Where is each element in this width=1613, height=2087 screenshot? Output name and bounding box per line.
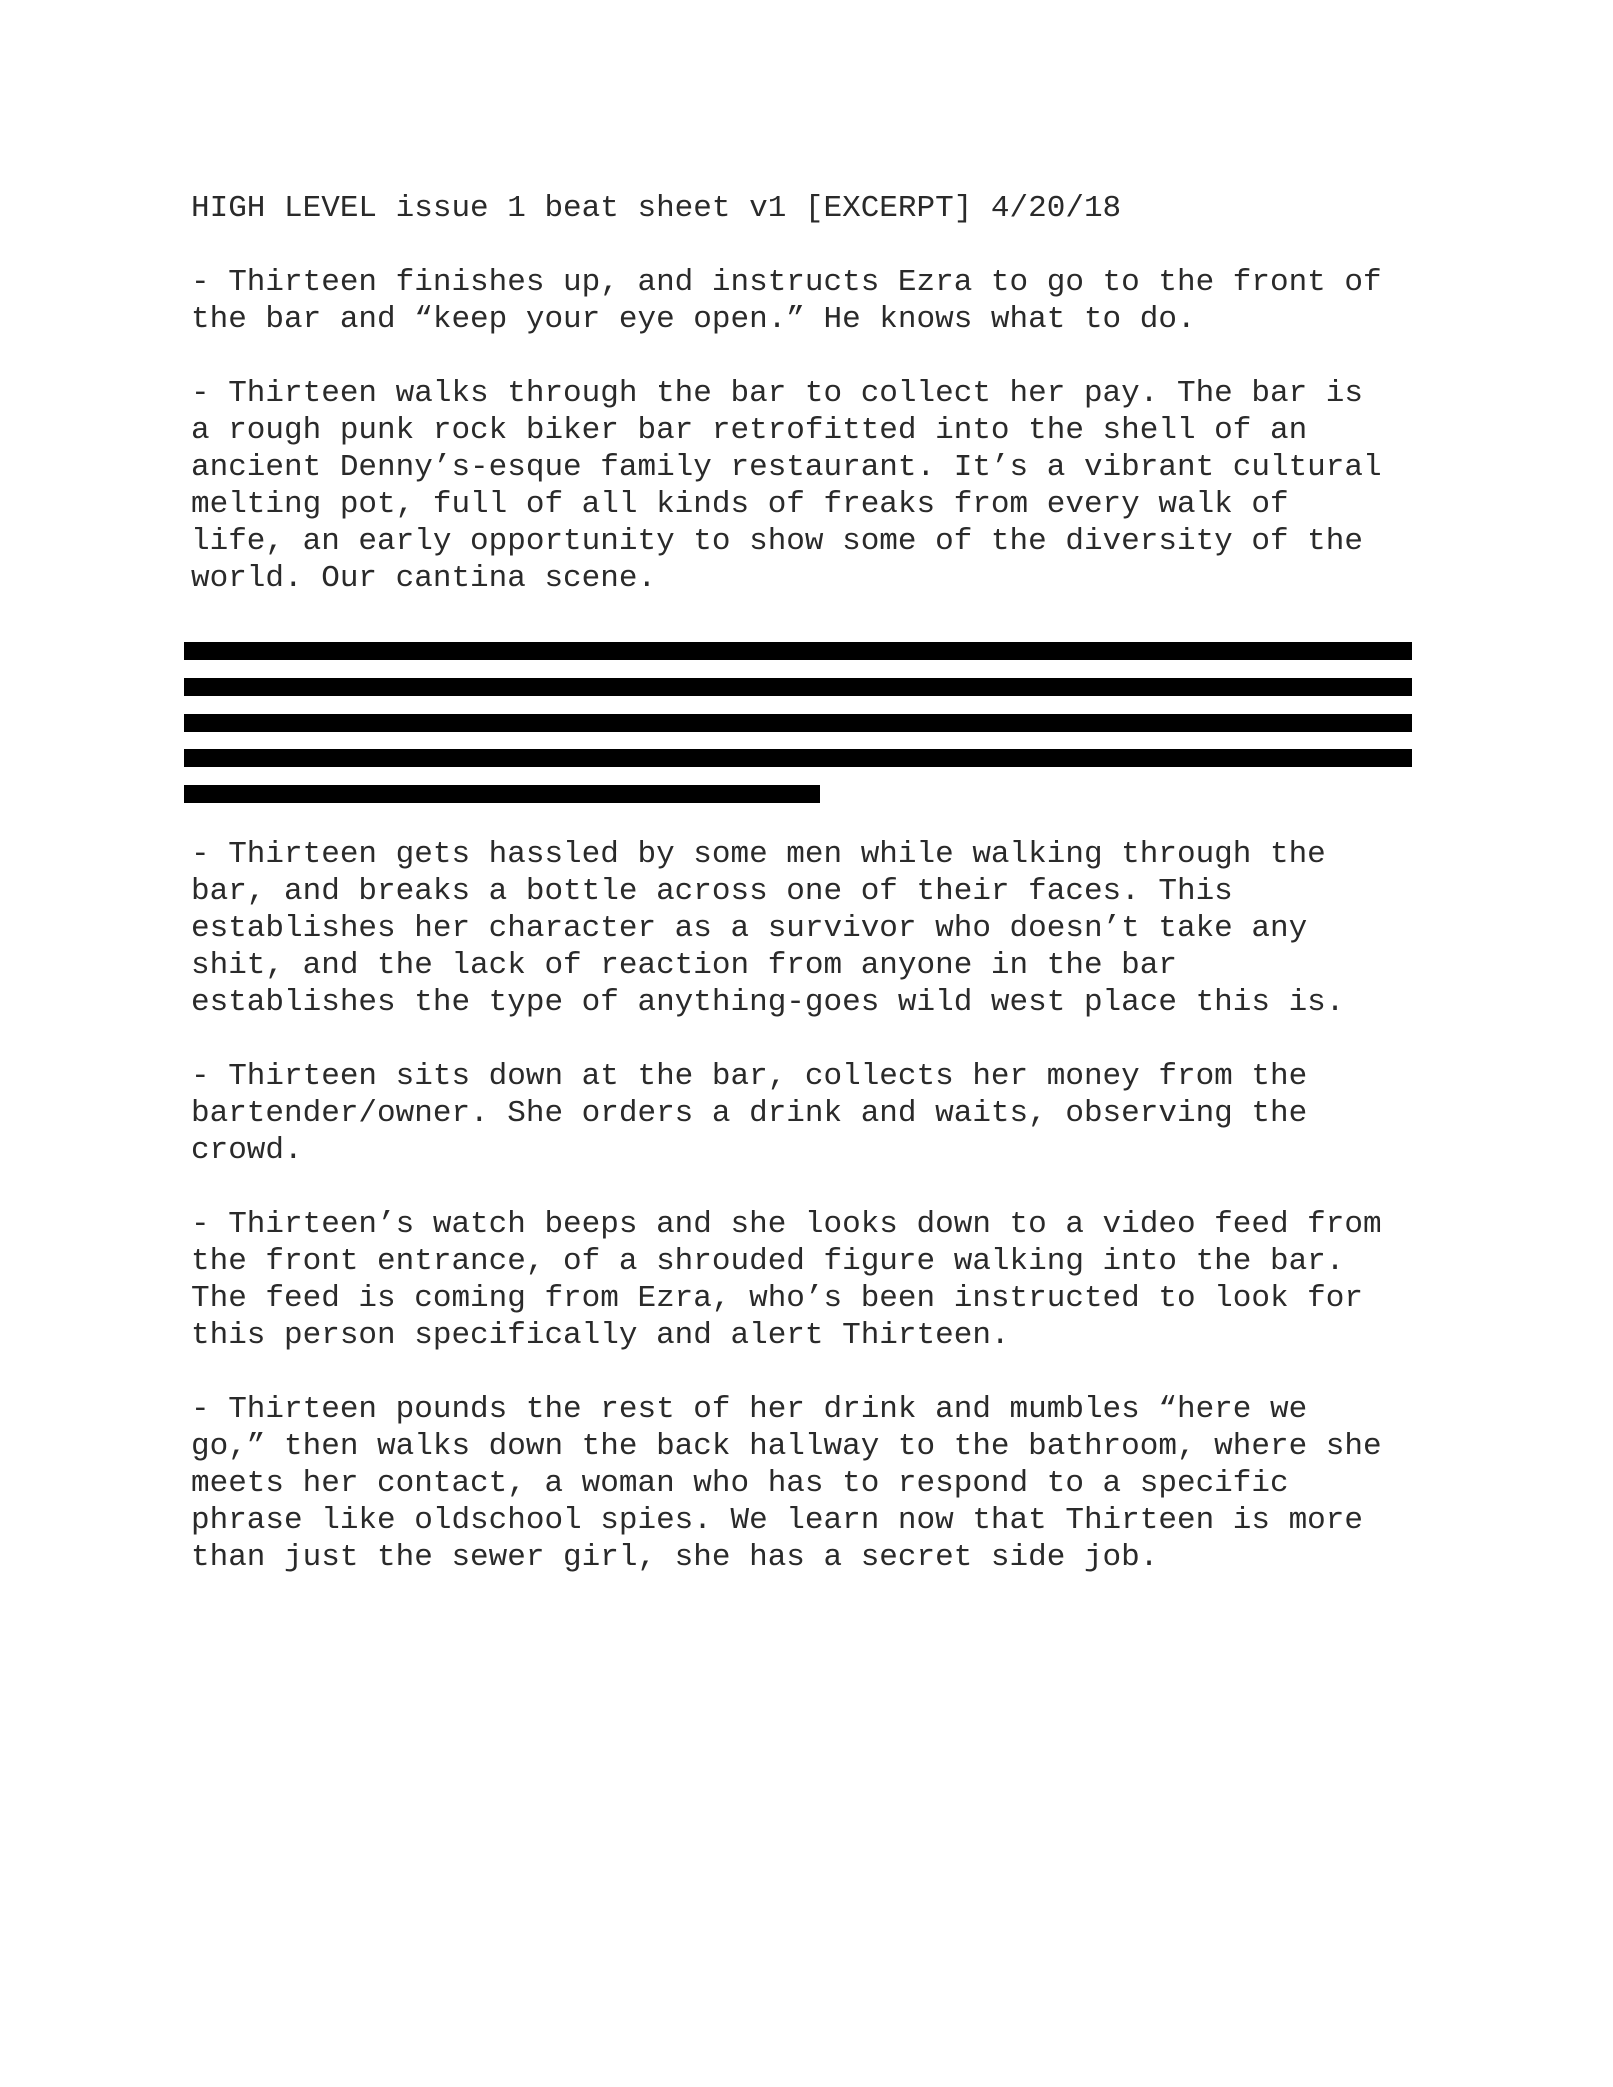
beat-paragraph-2: - Thirteen walks through the bar to collect her pay. The bar is a rough punk rock biker bar retrofitted into the shell of an ancient Denny’s-esque family restaurant. It’s a vibrant cultural melting pot, full of all kinds of freaks from every walk of life, an early opportunity to show some of the diversity of the world. Our cantina scene. xyxy=(191,376,1382,596)
beat-paragraph-3: - Thirteen gets hassled by some men while walking through the bar, and breaks a bottle across one of their faces. This establishes her character as a survivor who doesn’t take any shit, and the lack of reaction from anyone in the bar establishes the type of anything-goes wild west place this is. xyxy=(191,837,1345,1020)
redaction-bar xyxy=(184,749,1412,767)
redaction-bar xyxy=(184,678,1412,696)
document-title: HIGH LEVEL issue 1 beat sheet v1 [EXCERPT] 4/20/18 xyxy=(191,191,1122,226)
beat-paragraph-5: - Thirteen’s watch beeps and she looks down to a video feed from the front entrance, of a shrouded figure walking into the bar. The feed is coming from Ezra, who’s been instructed to look for this person specifically and alert Thirteen. xyxy=(191,1207,1382,1353)
beat-paragraph-6: - Thirteen pounds the rest of her drink and mumbles “here we go,” then walks down the back hallway to the bathroom, where she meets her contact, a woman who has to respond to a specific phrase like oldschool spies. We learn now that Thirteen is more than just the sewer girl, she has a secret side job. xyxy=(191,1392,1382,1575)
redaction-bar xyxy=(184,785,820,803)
redacted-block xyxy=(191,634,1431,799)
redaction-bar xyxy=(184,642,1412,660)
beat-paragraph-4: - Thirteen sits down at the bar, collects her money from the bartender/owner. She orders a drink and waits, observing the crowd. xyxy=(191,1059,1308,1168)
redaction-bar xyxy=(184,714,1412,732)
document-body xyxy=(191,190,1431,1576)
beat-paragraph-1: - Thirteen finishes up, and instructs Ezra to go to the front of the bar and “keep your eye open.” He knows what to do. xyxy=(191,265,1382,337)
